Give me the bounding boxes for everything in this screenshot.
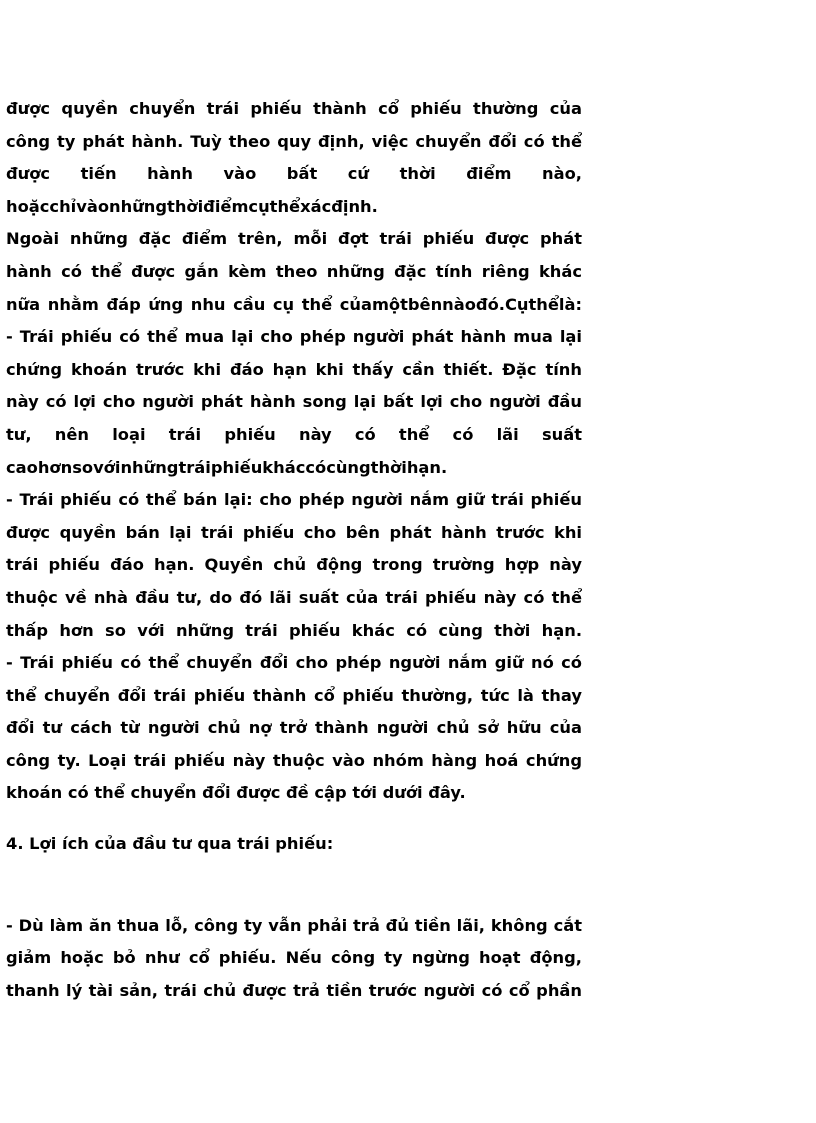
text-line: đổi tư cách từ người chủ nợ trở thành người chủ sở hữu của bbox=[6, 718, 582, 738]
document-page bbox=[6, 93, 582, 1007]
text-line: - Trái phiếu có thể chuyển đổi cho phép người nắm giữ nó có bbox=[6, 653, 582, 673]
section-heading: 4. Lợi ích của đầu tư qua trái phiếu: bbox=[6, 834, 334, 854]
text-line: hoặcchỉvàonhữngthờiđiểmcụthểxácđịnh. bbox=[6, 196, 378, 216]
text-line: được tiến hành vào bất cứ thời điểm nào, bbox=[6, 164, 582, 184]
text-line: thấp hơn so với những trái phiếu khác có cùng thời hạn. bbox=[6, 620, 582, 640]
text-line: hành có thể được gắn kèm theo những đặc tính riêng khác bbox=[6, 261, 582, 281]
paragraph-puttable-bond bbox=[6, 484, 582, 647]
paragraph-benefits bbox=[6, 910, 582, 1008]
text-line: thể chuyển đổi trái phiếu thành cổ phiếu thường, tức là thay bbox=[6, 685, 582, 705]
paragraph-convertible-bond bbox=[6, 647, 582, 810]
text-line: chứng khoán trước khi đáo hạn khi thấy cần thiết. Đặc tính bbox=[6, 359, 582, 379]
spacer bbox=[6, 861, 582, 910]
text-line: giảm hoặc bỏ như cổ phiếu. Nếu công ty ngừng hoạt động, bbox=[6, 948, 582, 968]
text-line: được quyền bán lại trái phiếu cho bên phát hành trước khi bbox=[6, 522, 582, 542]
text-line: được quyền chuyển trái phiếu thành cổ phiếu thường của bbox=[6, 99, 582, 118]
text-line: thuộc về nhà đầu tư, do đó lãi suất của trái phiếu này có thể bbox=[6, 587, 582, 607]
text-line: caohơnsovớinhữngtráiphiếukháccócùngthờihạn. bbox=[6, 457, 448, 477]
text-line: tư, nên loại trái phiếu này có thể có lãi suất bbox=[6, 424, 582, 444]
text-line: trái phiếu đáo hạn. Quyền chủ động trong trường hợp này bbox=[6, 555, 582, 575]
text-line: - Dù làm ăn thua lỗ, công ty vẫn phải trả đủ tiền lãi, không cắt bbox=[6, 915, 582, 935]
text-line: Ngoài những đặc điểm trên, mỗi đợt trái phiếu được phát bbox=[6, 229, 582, 249]
text-line: - Trái phiếu có thể bán lại: cho phép người nắm giữ trái phiếu bbox=[6, 490, 582, 510]
text-line: khoán có thể chuyển đổi được đề cập tới dưới đây. bbox=[6, 783, 466, 803]
paragraph-additional-features bbox=[6, 223, 582, 321]
text-line: thanh lý tài sản, trái chủ được trả tiền trước người có cổ phần bbox=[6, 980, 582, 1000]
spacer bbox=[6, 810, 582, 828]
text-line: nữa nhằm đáp ứng nhu cầu cụ thể củamộtbênnàođó.Cụthểlà: bbox=[6, 294, 582, 314]
text-line: này có lợi cho người phát hành song lại bất lợi cho người đầu bbox=[6, 392, 582, 412]
paragraph-callable-bond bbox=[6, 321, 582, 484]
paragraph-convertible-intro bbox=[6, 93, 582, 223]
text-line: công ty phát hành. Tuỳ theo quy định, việc chuyển đổi có thể bbox=[6, 131, 582, 151]
text-line: công ty. Loại trái phiếu này thuộc vào nhóm hàng hoá chứng bbox=[6, 750, 582, 770]
text-line: - Trái phiếu có thể mua lại cho phép người phát hành mua lại bbox=[6, 327, 582, 347]
